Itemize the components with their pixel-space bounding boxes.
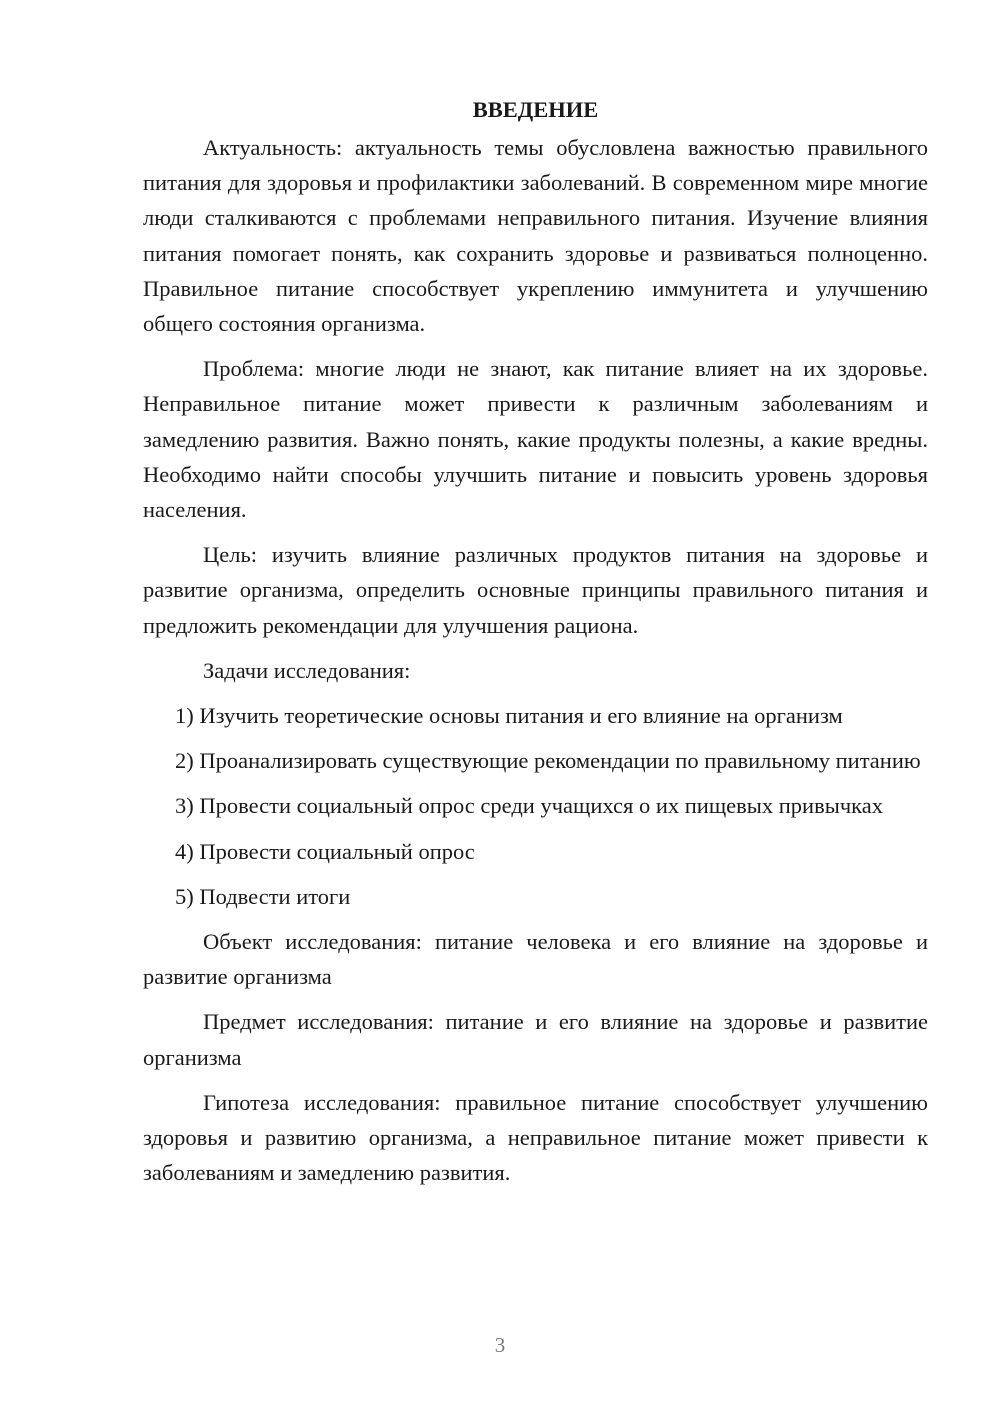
task-item-1: 1) Изучить теоретические основы питания и его влияние на организм xyxy=(175,703,843,729)
paragraph-tasks-heading: Задачи исследования: xyxy=(203,657,411,683)
section-title: ВВЕДЕНИЕ xyxy=(472,97,599,122)
paragraph-hypothesis: Гипотеза исследования: правильное питание способствует улучшению здоровья и развитию организма, а неправильное питание может привести к заболеваниям и замедлению развития. xyxy=(143,1089,928,1186)
task-item-2: 2) Проанализировать существующие рекомендации по правильному питанию xyxy=(175,748,921,774)
page-number: 3 xyxy=(494,1333,506,1357)
paragraph-problem: Проблема: многие люди не знают, как питание влияет на их здоровье. Неправильное питание может привести к различным заболеваниям и замедлению развития. Важно понять, какие продукты полезны, а какие вредны. Необходимо найти способы улучшить питание и повысить уровень здоровья населения. xyxy=(143,356,928,523)
page-content xyxy=(143,92,928,1190)
paragraph-relevance: Актуальность: актуальность темы обусловлена важностью правильного питания для здоровья и профилактики заболеваний. В современном мире многие люди сталкиваются с проблемами неправильного питания. Изучение влияния питания помогает понять, как сохранить здоровье и развиваться полноценно. Правильное питание способствует укреплению иммунитета и улучшению общего состояния организма. xyxy=(143,135,928,337)
task-item-4: 4) Провести социальный опрос xyxy=(175,838,475,864)
task-item-5: 5) Подвести итоги xyxy=(175,883,351,909)
task-item-3: 3) Провести социальный опрос среди учащихся о их пищевых привычках xyxy=(175,793,883,819)
paragraph-goal: Цель: изучить влияние различных продуктов питания на здоровье и развитие организма, определить основные принципы правильного питания и предложить рекомендации для улучшения рациона. xyxy=(143,542,928,638)
paragraph-subject: Предмет исследования: питание и его влияние на здоровье и развитие организма xyxy=(143,1009,928,1070)
paragraph-object: Объект исследования: питание человека и его влияние на здоровье и развитие организма xyxy=(143,929,928,990)
